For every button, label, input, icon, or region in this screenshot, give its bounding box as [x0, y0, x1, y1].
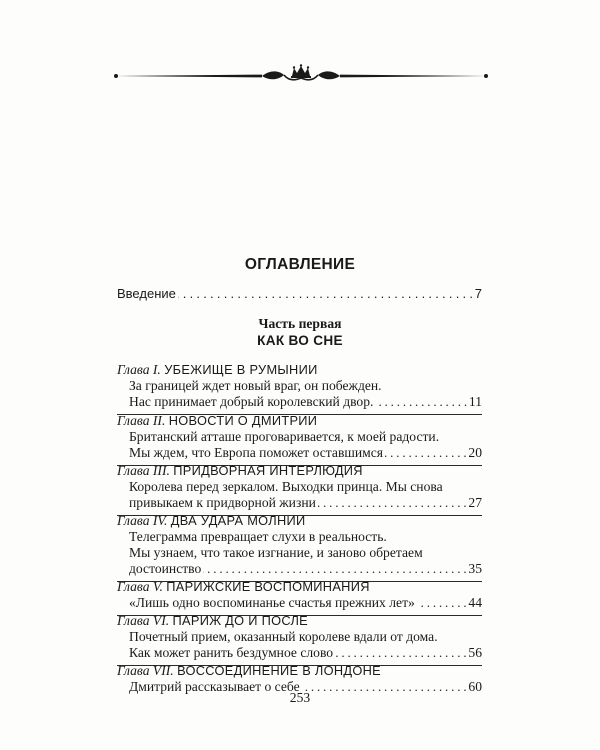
chapter-heading — [117, 463, 482, 479]
page-title: ОГЛАВЛЕНИЕ — [244, 256, 356, 273]
chapter-name: НОВОСТИ О ДМИТРИИ — [168, 413, 318, 428]
chapter-number: Глава I. — [117, 362, 161, 377]
chapter-heading — [117, 579, 482, 595]
leader-dots — [385, 449, 466, 461]
chapter-number: Глава VII. — [117, 663, 174, 678]
chapter-name: ПАРИЖСКИЕ ВОСПОМИНАНИЯ — [166, 579, 370, 594]
chapter-page: 44 — [468, 595, 482, 610]
chapter-desc-line: Дмитрий рассказывает о себе — [129, 679, 300, 694]
chapter-heading — [117, 613, 482, 629]
chapter-name: УБЕЖИЩЕ В РУМЫНИИ — [164, 362, 318, 377]
page-number: 253 — [289, 690, 311, 705]
part-title: КАК ВО СНЕ — [257, 333, 343, 348]
leader-dots — [318, 499, 467, 511]
chapter-number: Глава IV. — [117, 513, 168, 528]
chapter-page: 35 — [468, 561, 482, 576]
chapter-name: ПРИДВОРНАЯ ИНТЕРЛЮДИЯ — [173, 463, 363, 478]
chapter-name: ПАРИЖ ДО И ПОСЛЕ — [172, 613, 309, 628]
chapter-desc-line: Почетный прием, оказанный королеве вдали от дома. — [129, 629, 438, 644]
chapter-desc-line: достоинство — [129, 561, 202, 576]
chapter-page: 56 — [468, 645, 482, 660]
chapter-heading — [117, 413, 482, 429]
chapter-desc-line: Телеграмма превращает слухи в реальность. — [129, 529, 387, 544]
leader-dots — [203, 565, 466, 577]
toc-chapter-4[interactable] — [117, 513, 482, 582]
chapter-desc-line: Как может ранить бездумное слово — [129, 645, 334, 660]
chapter-page: 11 — [468, 394, 482, 409]
chapter-desc-line: Британский атташе проговаривается, к моей радости. — [129, 429, 440, 444]
toc-intro-label: Введение — [117, 286, 176, 301]
chapter-page: 27 — [468, 495, 482, 510]
chapter-desc-line: привыкаем к придворной жизни — [129, 495, 316, 510]
toc-intro-page: 7 — [474, 286, 482, 301]
toc-chapter-2[interactable] — [117, 413, 482, 466]
leader-dots — [335, 649, 466, 661]
chapter-desc-line: «Лишь одно воспоминанье счастья прежних лет» — [129, 595, 415, 610]
chapter-name: ДВА УДАРА МОЛНИИ — [170, 513, 306, 528]
leader-dots — [375, 398, 466, 410]
chapter-desc-line: Нас принимает добрый королевский двор. — [129, 394, 374, 409]
toc-chapter-3[interactable] — [117, 463, 482, 516]
leader-dots — [417, 599, 467, 611]
chapter-number: Глава III. — [117, 463, 170, 478]
chapter-number: Глава V. — [117, 579, 163, 594]
chapter-page: 60 — [468, 679, 482, 694]
toc-chapter-1[interactable] — [117, 362, 482, 415]
chapter-page: 20 — [468, 445, 482, 460]
toc-intro-entry[interactable] — [117, 286, 482, 302]
chapter-desc-line: Мы ждем, что Европа поможет оставшимся — [129, 445, 383, 460]
part-label: Часть первая — [258, 316, 342, 331]
chapter-number: Глава VI. — [117, 613, 170, 628]
chapter-desc-line: За границей ждет новый враг, он побежден. — [129, 378, 382, 393]
chapter-name: ВОССОЕДИНЕНИЕ В ЛОНДОНЕ — [177, 663, 381, 678]
chapter-heading — [117, 663, 482, 679]
chapter-number: Глава II. — [117, 413, 166, 428]
chapter-desc-line: Королева перед зеркалом. Выходки принца. Мы снова — [129, 479, 443, 494]
chapter-heading — [117, 362, 482, 378]
header-ornament — [112, 64, 490, 86]
toc-chapter-5[interactable] — [117, 579, 482, 616]
toc-chapter-6[interactable] — [117, 613, 482, 666]
chapter-heading — [117, 513, 482, 529]
chapter-desc-line: Мы узнаем, что такое изгнание, и заново обретаем — [129, 545, 423, 560]
leader-dots — [178, 290, 473, 302]
